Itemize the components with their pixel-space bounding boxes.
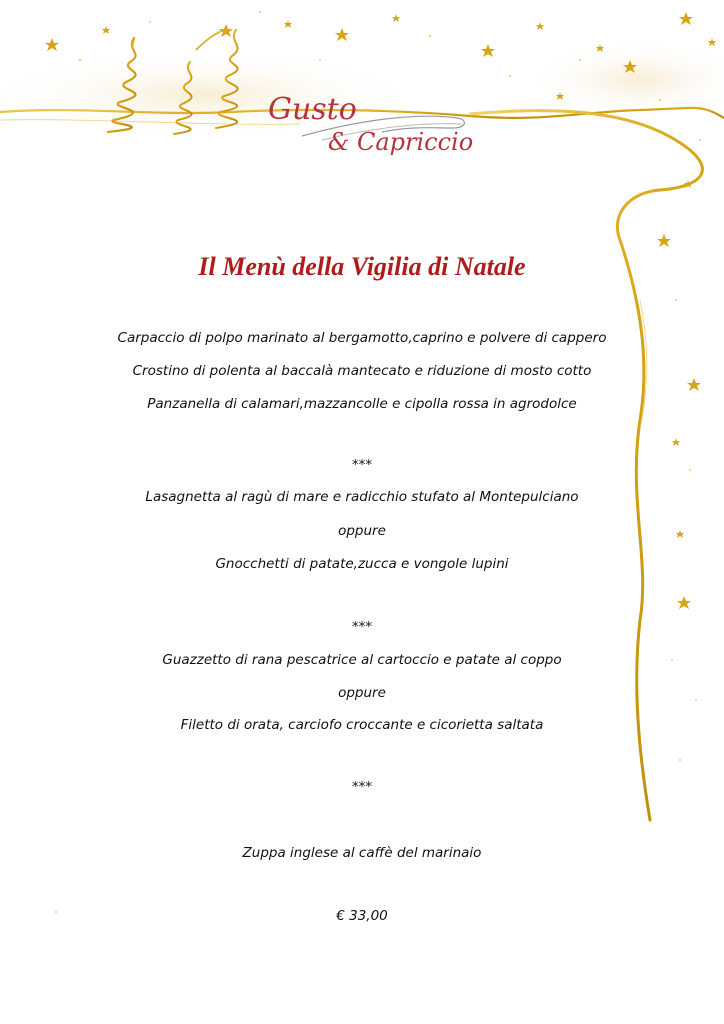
menu-item-primo-1: Lasagnetta al ragù di mare e radicchio stufato al Montepulciano <box>145 489 579 505</box>
menu-or-word: oppure <box>338 523 386 539</box>
logo-word-gusto: Gusto <box>268 92 357 127</box>
menu-item-primo-2: Gnocchetti di patate,zucca e vongole lupini <box>215 556 509 572</box>
menu-title: Il Menù della Vigilia di Natale <box>198 252 526 281</box>
course-separator: *** <box>351 457 373 473</box>
menu-item-antipasto-2: Crostino di polenta al baccalà mantecato e riduzione di mosto cotto <box>132 363 592 379</box>
restaurant-logo <box>262 88 472 174</box>
menu-or-word: oppure <box>338 685 386 701</box>
menu-item-dolce: Zuppa inglese al caffè del marinaio <box>242 845 482 861</box>
menu-item-antipasto-3: Panzanella di calamari,mazzancolle e cipolla rossa in agrodolce <box>147 396 577 412</box>
menu-item-antipasto-1: Carpaccio di polpo marinato al bergamotto,caprino e polvere di cappero <box>117 330 607 346</box>
shooting-star-icon <box>196 24 233 50</box>
menu-price: € 33,00 <box>336 908 388 924</box>
course-separator: *** <box>351 619 373 635</box>
logo-word-capriccio: & Capriccio <box>328 128 474 156</box>
menu-item-secondo-2: Filetto di orata, carciofo croccante e cicorietta saltata <box>180 717 544 733</box>
menu-item-secondo-1: Guazzetto di rana pescatrice al cartoccio e patate al coppo <box>162 652 562 668</box>
course-separator: *** <box>351 779 373 795</box>
